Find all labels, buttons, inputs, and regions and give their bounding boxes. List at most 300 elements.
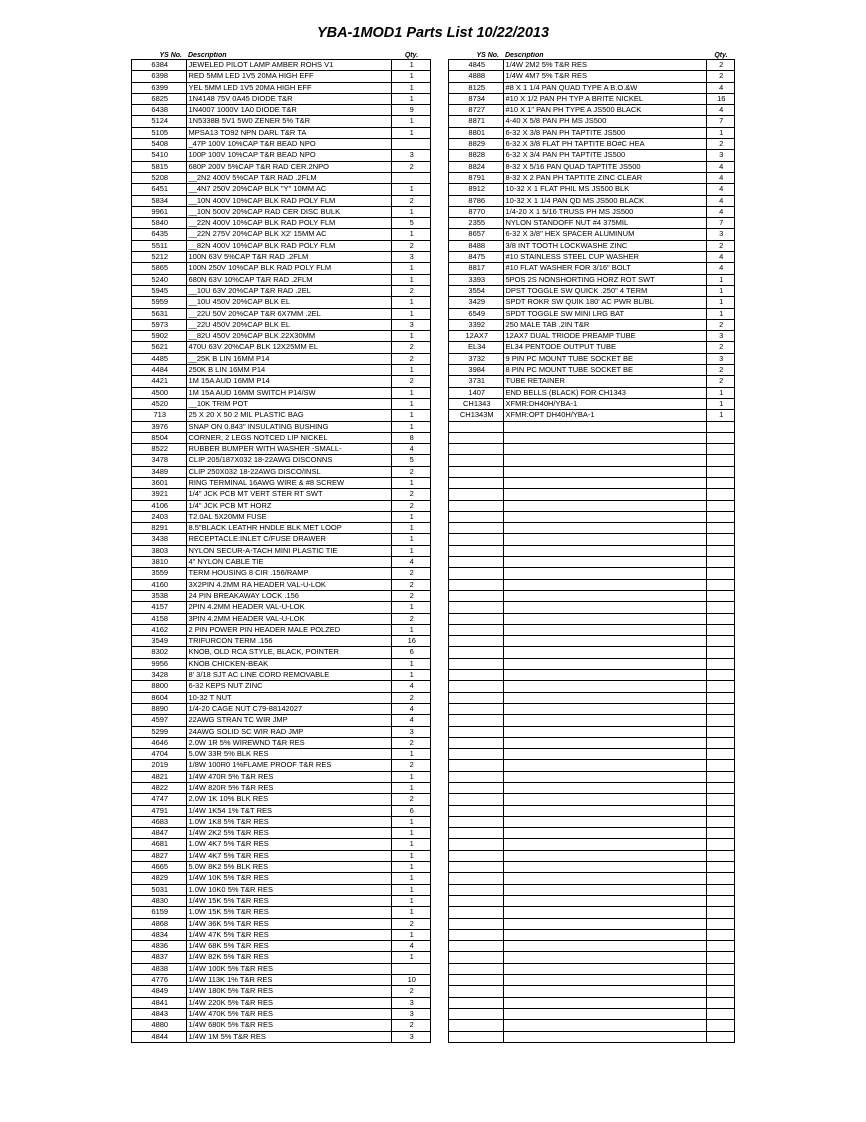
qty-cell: 1 [391, 127, 430, 138]
qty-cell [391, 172, 430, 183]
description-cell: RING TERMINAL 16AWG WIRE & #8 SCREW [186, 477, 391, 488]
table-row [449, 749, 734, 760]
table-row [132, 444, 430, 455]
description-cell [503, 466, 706, 477]
qty-cell: 1 [391, 862, 430, 873]
ys-no-cell [449, 907, 503, 918]
description-cell: #10 X 1/2 PAN PH TYP A BRITE NICKEL [503, 93, 706, 104]
qty-cell [706, 907, 734, 918]
table-row [132, 681, 430, 692]
description-cell [503, 590, 706, 601]
qty-cell: 1 [391, 670, 430, 681]
qty-cell: 2 [391, 692, 430, 703]
qty-cell: 1 [706, 308, 734, 319]
qty-cell: 2 [391, 161, 430, 172]
table-row [132, 579, 430, 590]
description-cell: 680N 63V 10%CAP T&R RAD .2FLM [186, 274, 391, 285]
table-row [132, 545, 430, 556]
qty-cell: 2 [391, 760, 430, 771]
description-cell: 1/4W 820R 5% T&R RES [186, 783, 391, 794]
table-row [449, 387, 734, 398]
table-row [132, 365, 430, 376]
ys-no-cell: 8828 [449, 150, 503, 161]
description-cell [503, 749, 706, 760]
ys-no-cell: 8829 [449, 139, 503, 150]
description-cell: 1.0W 4K7 5% T&R RES [186, 839, 391, 850]
qty-cell [706, 636, 734, 647]
table-row [132, 636, 430, 647]
ys-no-cell: 4830 [132, 895, 186, 906]
description-cell: 1/4W 2K2 5% T&R RES [186, 828, 391, 839]
ys-no-cell: 3489 [132, 466, 186, 477]
ys-no-cell: 4791 [132, 805, 186, 816]
description-cell: XFMR:OPT DH40H/YBA-1 [503, 410, 706, 421]
qty-cell [706, 816, 734, 827]
ys-no-cell: 3601 [132, 477, 186, 488]
description-cell: 1.0W 15K 5% T&R RES [186, 907, 391, 918]
ys-no-cell [449, 557, 503, 568]
qty-cell [706, 771, 734, 782]
ys-no-cell: 8912 [449, 184, 503, 195]
qty-cell: 3 [391, 1031, 430, 1042]
ys-no-cell [449, 941, 503, 952]
description-cell: __10N 400V 10%CAP BLK RAD POLY FLM [186, 195, 391, 206]
table-row [449, 579, 734, 590]
qty-cell: 4 [706, 206, 734, 217]
qty-cell [706, 647, 734, 658]
ys-no-cell: 4157 [132, 602, 186, 613]
description-cell: 10-32 T NUT [186, 692, 391, 703]
qty-cell: 3 [706, 229, 734, 240]
qty-cell: 1 [391, 477, 430, 488]
ys-no-cell: 4829 [132, 873, 186, 884]
table-row [449, 523, 734, 534]
ys-no-cell [449, 715, 503, 726]
qty-cell: 2 [706, 60, 734, 71]
qty-cell: 2 [391, 376, 430, 387]
ys-no-cell [449, 579, 503, 590]
ys-no-cell [449, 828, 503, 839]
ys-no-cell: 1407 [449, 387, 503, 398]
table-row [132, 670, 430, 681]
ys-no-cell [449, 534, 503, 545]
qty-cell: 4 [391, 941, 430, 952]
qty-cell: 6 [391, 647, 430, 658]
description-cell: __10N 500V 20%CAP RAD CER DISC BULK [186, 206, 391, 217]
qty-cell: 3 [706, 353, 734, 364]
description-cell: 1/4W 1K54 1% T&T RES [186, 805, 391, 816]
ys-no-cell: 3392 [449, 319, 503, 330]
ys-no-cell [449, 432, 503, 443]
table-row [449, 986, 734, 997]
table-row [449, 1031, 734, 1042]
qty-cell: 1 [391, 93, 430, 104]
ys-no-cell: 4836 [132, 941, 186, 952]
qty-cell [706, 895, 734, 906]
qty-cell: 1 [391, 624, 430, 635]
qty-cell [706, 681, 734, 692]
qty-cell: 2 [706, 376, 734, 387]
table-row [132, 127, 430, 138]
qty-cell [706, 952, 734, 963]
table-row [449, 150, 734, 161]
table-row [449, 331, 734, 342]
qty-cell [706, 670, 734, 681]
description-cell: 1/4W 1M 5% T&R RES [186, 1031, 391, 1042]
ys-no-cell [449, 749, 503, 760]
description-cell: 1/4W 100K 5% T&R RES [186, 963, 391, 974]
table-row [449, 206, 734, 217]
table-row [132, 941, 430, 952]
table-row [449, 624, 734, 635]
qty-cell: 1 [391, 421, 430, 432]
description-cell: __22N 400V 10%CAP BLK RAD POLY FLM [186, 218, 391, 229]
table-row [132, 466, 430, 477]
ys-no-cell: 9961 [132, 206, 186, 217]
ys-no-cell: CH1343M [449, 410, 503, 421]
ys-no-cell: 8770 [449, 206, 503, 217]
description-cell [503, 670, 706, 681]
table-row [449, 297, 734, 308]
table-row [449, 444, 734, 455]
ys-no-cell [449, 523, 503, 534]
qty-cell: 1 [391, 398, 430, 409]
description-cell: 24 PIN BREAKAWAY LOCK .156 [186, 590, 391, 601]
description-cell [503, 895, 706, 906]
ys-no-cell: 3438 [132, 534, 186, 545]
qty-cell: 4 [706, 263, 734, 274]
qty-cell: 2 [391, 568, 430, 579]
qty-cell: 3 [391, 997, 430, 1008]
table-row [449, 726, 734, 737]
table-row [132, 206, 430, 217]
ys-no-cell: 4158 [132, 613, 186, 624]
ys-no-cell [449, 895, 503, 906]
ys-no-cell: EL34 [449, 342, 503, 353]
ys-no-cell [449, 658, 503, 669]
ys-no-cell [449, 647, 503, 658]
table-row [449, 489, 734, 500]
qty-cell [706, 726, 734, 737]
ys-no-cell: 2355 [449, 218, 503, 229]
description-cell: 1/4W 113K 1% T&R RES [186, 975, 391, 986]
description-cell: #10 FLAT WASHER FOR 3/16" BOLT [503, 263, 706, 274]
description-cell [503, 771, 706, 782]
table-row [449, 839, 734, 850]
table-row [132, 218, 430, 229]
table-row [449, 895, 734, 906]
qty-cell: 1 [391, 82, 430, 93]
ys-no-cell: 3984 [449, 365, 503, 376]
table-row [132, 150, 430, 161]
qty-cell: 1 [706, 398, 734, 409]
table-row [132, 557, 430, 568]
qty-cell: 6 [391, 805, 430, 816]
table-row [449, 263, 734, 274]
ys-no-cell: 5815 [132, 161, 186, 172]
qty-cell [706, 839, 734, 850]
table-row [132, 489, 430, 500]
table-row [449, 229, 734, 240]
qty-cell: 1 [391, 929, 430, 940]
description-cell: DPST TOGGLE SW QUICK .250" 4 TERM [503, 285, 706, 296]
table-row [132, 93, 430, 104]
ys-no-cell: 5124 [132, 116, 186, 127]
qty-cell: 4 [391, 557, 430, 568]
qty-cell: 3 [391, 252, 430, 263]
description-cell: 5.0W 33R 5% BLK RES [186, 749, 391, 760]
table-row [449, 511, 734, 522]
ys-no-cell: 8125 [449, 82, 503, 93]
qty-cell: 7 [706, 116, 734, 127]
table-row [132, 252, 430, 263]
ys-no-cell [449, 963, 503, 974]
qty-cell: 1 [391, 206, 430, 217]
qty-cell [706, 737, 734, 748]
description-cell [503, 839, 706, 850]
table-row [132, 760, 430, 771]
qty-cell: 1 [391, 850, 430, 861]
table-row [449, 365, 734, 376]
table-row [132, 410, 430, 421]
description-cell [503, 862, 706, 873]
qty-cell [706, 692, 734, 703]
description-cell: 5.0W 8K2 5% BLK RES [186, 862, 391, 873]
table-row [449, 907, 734, 918]
description-cell: _47P 100V 10%CAP T&R BEAD NPO [186, 139, 391, 150]
description-cell [503, 511, 706, 522]
qty-cell: 8 [391, 432, 430, 443]
description-cell: TERM HOUSING 8 CIR .156/RAMP [186, 568, 391, 579]
ys-no-cell [449, 952, 503, 963]
ys-no-cell: 3429 [449, 297, 503, 308]
ys-no-cell [449, 873, 503, 884]
qty-cell: 1 [391, 523, 430, 534]
description-cell: 1/4W 15K 5% T&R RES [186, 895, 391, 906]
qty-cell [706, 963, 734, 974]
description-cell: 1/8W 100R0 1%FLAME PROOF T&R RES [186, 760, 391, 771]
description-cell: 3X2PIN 4.2MM RA HEADER VAL-U-LOK [186, 579, 391, 590]
ys-no-cell: 4160 [132, 579, 186, 590]
qty-cell: 4 [391, 715, 430, 726]
table-row [449, 116, 734, 127]
description-cell: 1N4007 1000V 1A0 DIODE T&R [186, 105, 391, 116]
ys-no-cell: 3393 [449, 274, 503, 285]
qty-cell [706, 828, 734, 839]
ys-no-cell: 9956 [132, 658, 186, 669]
description-cell [503, 952, 706, 963]
qty-cell: 3 [391, 319, 430, 330]
description-cell [503, 975, 706, 986]
description-cell: 8.5"BLACK LEATHR HNDLE BLK MET LOOP [186, 523, 391, 534]
table-row [132, 1020, 430, 1031]
table-row [132, 839, 430, 850]
description-cell: 100N 250V 10%CAP BLK RAD POLY FLM [186, 263, 391, 274]
table-row [132, 963, 430, 974]
description-cell: CORNER, 2 LEGS NOTCED LIP NICKEL [186, 432, 391, 443]
description-cell [503, 534, 706, 545]
qty-cell: 1 [391, 297, 430, 308]
ys-no-cell: 3803 [132, 545, 186, 556]
table-row [449, 455, 734, 466]
qty-cell: 1 [391, 884, 430, 895]
ys-no-cell: 4841 [132, 997, 186, 1008]
description-cell: SNAP ON 0.843" INSULATING BUSHING [186, 421, 391, 432]
qty-cell: 1 [391, 895, 430, 906]
ys-no-cell: 5631 [132, 308, 186, 319]
qty-cell [706, 850, 734, 861]
table-row [132, 523, 430, 534]
table-row [449, 805, 734, 816]
table-row [449, 760, 734, 771]
ys-no-cell [449, 975, 503, 986]
table-row [132, 342, 430, 353]
ys-no-cell: 3921 [132, 489, 186, 500]
qty-cell: 2 [391, 195, 430, 206]
ys-no-cell [449, 477, 503, 488]
ys-no-cell: 4484 [132, 365, 186, 376]
ys-no-header: YS No. [476, 52, 499, 59]
table-row [449, 240, 734, 251]
ys-no-cell [449, 613, 503, 624]
description-cell: 1M 15A AUD 16MM SWITCH P14/SW [186, 387, 391, 398]
qty-cell [706, 477, 734, 488]
description-cell [503, 1020, 706, 1031]
ys-no-cell [449, 681, 503, 692]
qty-cell [706, 783, 734, 794]
description-cell: 2PIN 4.2MM HEADER VAL-U-LOK [186, 602, 391, 613]
table-row [449, 670, 734, 681]
qty-cell: 1 [391, 602, 430, 613]
description-cell: 1/4W 36K 5% T&R RES [186, 918, 391, 929]
ys-no-cell: 8817 [449, 263, 503, 274]
table-row [132, 353, 430, 364]
table-row [132, 602, 430, 613]
description-cell: CLIP 250X032 18-22AWG DISCO/INSL [186, 466, 391, 477]
description-cell: 250K B LIN 16MM P14 [186, 365, 391, 376]
ys-no-cell [449, 816, 503, 827]
description-cell [503, 929, 706, 940]
description-cell [503, 941, 706, 952]
qty-cell [706, 432, 734, 443]
ys-no-cell: 4646 [132, 737, 186, 748]
table-row [132, 624, 430, 635]
description-cell: 4" NYLON CABLE TIE [186, 557, 391, 568]
table-row [132, 794, 430, 805]
ys-no-cell: 5212 [132, 252, 186, 263]
table-row [449, 658, 734, 669]
table-row [132, 986, 430, 997]
table-row [132, 590, 430, 601]
description-cell [503, 432, 706, 443]
ys-no-cell [449, 997, 503, 1008]
description-cell: __10U 63V 20%CAP T&R RAD .2EL [186, 285, 391, 296]
description-cell [503, 489, 706, 500]
description-cell [503, 816, 706, 827]
qty-cell: 2 [391, 1020, 430, 1031]
description-cell [503, 918, 706, 929]
description-cell: 25 X 20 X 50 2 MIL PLASTIC BAG [186, 410, 391, 421]
ys-no-cell: 4847 [132, 828, 186, 839]
ys-no-cell: 5408 [132, 139, 186, 150]
table-row [132, 568, 430, 579]
description-cell [503, 647, 706, 658]
ys-no-cell: 4849 [132, 986, 186, 997]
table-row [132, 1031, 430, 1042]
description-cell: RED 5MM LED 1V5 20MA HIGH EFF [186, 71, 391, 82]
ys-no-cell: 12AX7 [449, 331, 503, 342]
ys-no-cell: 4421 [132, 376, 186, 387]
table-row [449, 127, 734, 138]
qty-cell [706, 975, 734, 986]
ys-no-cell: 8504 [132, 432, 186, 443]
table-row [449, 252, 734, 263]
table-row [132, 172, 430, 183]
table-row [449, 274, 734, 285]
table-row [132, 500, 430, 511]
qty-cell: 2 [391, 579, 430, 590]
description-cell: 1/4W 68K 5% T&R RES [186, 941, 391, 952]
table-row [132, 274, 430, 285]
table-row [132, 161, 430, 172]
ys-no-cell [449, 692, 503, 703]
qty-cell: 3 [391, 150, 430, 161]
qty-cell [706, 444, 734, 455]
description-cell: XFMR:DH40H/YBA-1 [503, 398, 706, 409]
qty-cell: 2 [706, 139, 734, 150]
qty-cell [706, 929, 734, 940]
qty-cell [706, 884, 734, 895]
table-row [132, 907, 430, 918]
qty-cell: 2 [706, 319, 734, 330]
table-row [132, 816, 430, 827]
qty-cell [706, 511, 734, 522]
description-cell: 1/4W 47K 5% T&R RES [186, 929, 391, 940]
description-cell: 1/4-20 X 1 5/16 TRUSS PH MS JS500 [503, 206, 706, 217]
qty-cell [706, 986, 734, 997]
table-row [132, 783, 430, 794]
table-row [449, 71, 734, 82]
ys-no-cell: 8302 [132, 647, 186, 658]
qty-cell: 1 [391, 116, 430, 127]
qty-cell [391, 963, 430, 974]
table-row [449, 139, 734, 150]
table-row [449, 715, 734, 726]
ys-no-cell: 5902 [132, 331, 186, 342]
qty-cell: 4 [706, 82, 734, 93]
ys-no-cell: 3731 [449, 376, 503, 387]
ys-no-cell: 4844 [132, 1031, 186, 1042]
ys-no-cell: 4162 [132, 624, 186, 635]
description-cell: 1/4W 680K 5% T&R RES [186, 1020, 391, 1031]
table-row [132, 952, 430, 963]
description-cell [503, 455, 706, 466]
ys-no-cell: 5973 [132, 319, 186, 330]
ys-no-cell: 4665 [132, 862, 186, 873]
description-cell: 1/4W 4M7 5% T&R RES [503, 71, 706, 82]
qty-cell [706, 500, 734, 511]
qty-cell: 1 [391, 839, 430, 850]
parts-table-left [132, 52, 430, 1043]
description-cell: __82N 400V 10%CAP BLK RAD POLY FLM [186, 240, 391, 251]
qty-cell: 4 [706, 252, 734, 263]
table-row [132, 331, 430, 342]
qty-cell: 2 [391, 590, 430, 601]
description-cell [503, 444, 706, 455]
ys-no-cell: 6399 [132, 82, 186, 93]
ys-no-cell: 4747 [132, 794, 186, 805]
ys-no-cell: 2019 [132, 760, 186, 771]
